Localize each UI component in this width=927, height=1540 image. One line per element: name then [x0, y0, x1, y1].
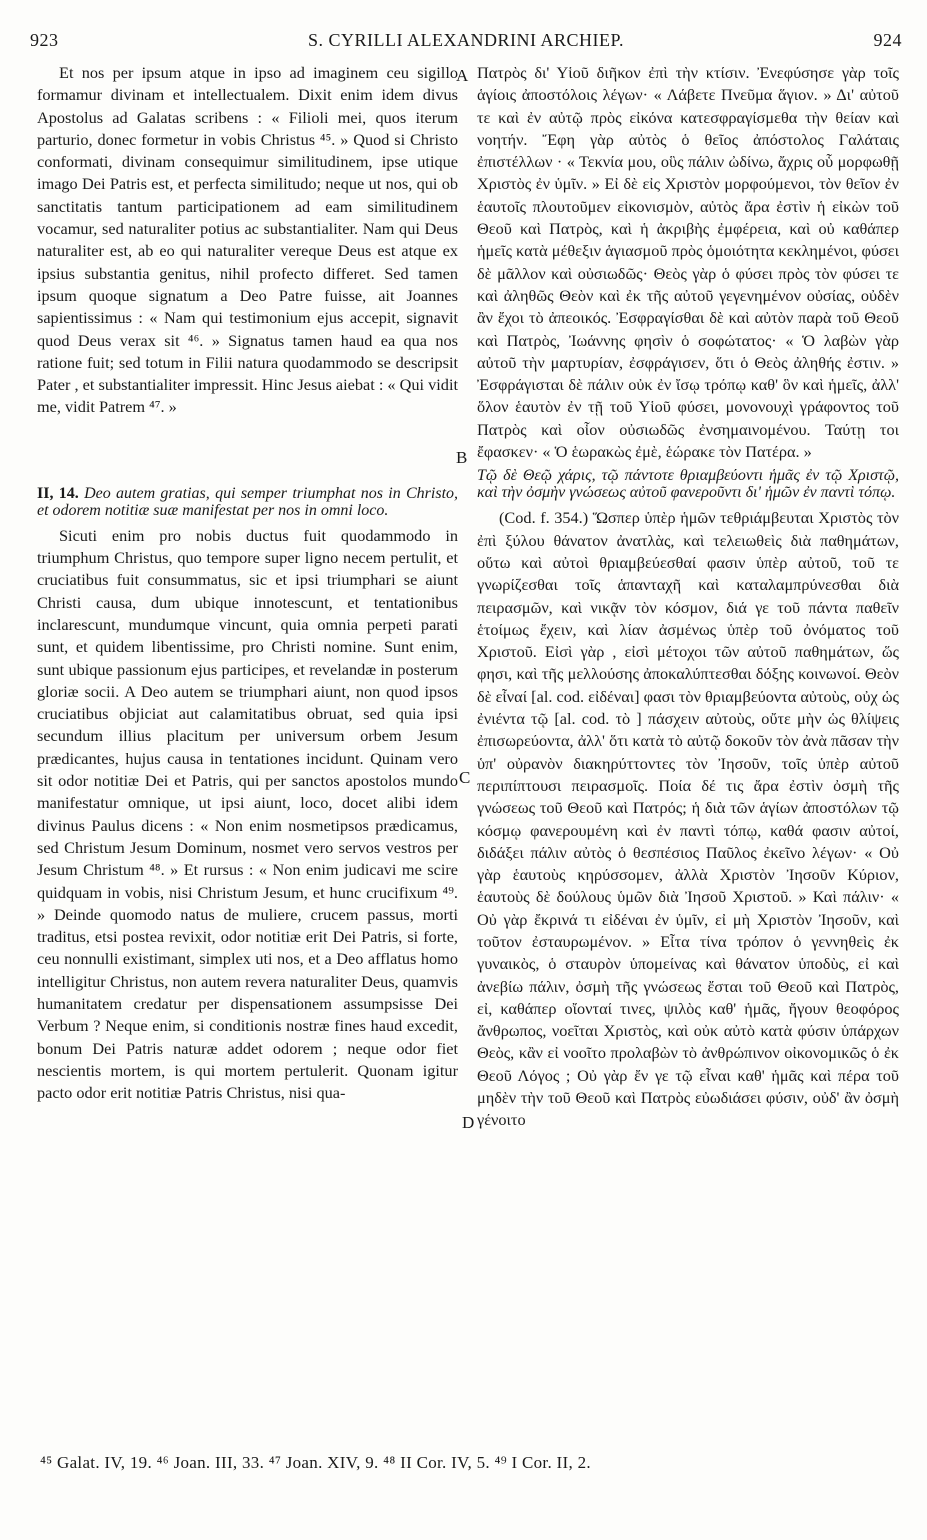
page-number-left: 923 [30, 30, 59, 50]
page-header [30, 30, 902, 58]
margin-marker-b: B [456, 448, 468, 467]
footnotes: ⁴⁵ Galat. IV, 19. ⁴⁶ Joan. III, 33. ⁴⁷ Joan. XIV, 9. ⁴⁸ II Cor. IV, 5. ⁴⁹ I Cor. II, 2. [40, 1453, 591, 1472]
latin-paragraph-2: Sicuti enim pro nobis ductus fuit quodammodo in triumphum Christus, quo tempore super ligno necem pertulit, et cruciatibus fuit consummatus, sic et ipsi triumphari se aiunt Christi causa, dum ubique innotescunt, et tentationibus inclarescunt, mundumque vincunt, quia omnia perpeti parati sunt, et quidem libentissime, pro Christi nomine. Sunt enim, sunt ubique passionum ejus participes, et revelandæ in posterum gloriæ socii. A Deo autem se triumphari aiunt, non quod ipsos cruciatibus objiciat aut calamitatibus obruat, sed quia ipsi secundum illius placitum per universum orbem Jesum prædicantes, hujus causa in tentationes incidunt. Quinam vero sit odor notitiæ Dei et Patris, qui per sanctos apostolos mundo manifestatur omnique, ut ipsi aiunt, loco, docet alibi idem divinus Paulus dicens : « Non enim nosmetipsos prædicamus, sed Christum Jesum Dominum, nosmet vero servos vestros per Jesum Christum ⁴⁸. » Et rursus : « Non enim judicavi me scire quidquam in vobis, nisi Christum Jesum, et hunc crucifixum ⁴⁹. » Deinde quomodo natus de muliere, crucem passus, morti traditus, etsi postea revixit, odor notitiæ erit Dei Patris, si forte, ceu nonnulli existimant, simplex uti nos, et a Deo afflatus homo intelligitur Christus, non autem revera naturaliter Deus, quamvis humanitatem credatur per dispensationem assumpsisse Dei Verbum ? Neque enim, si conditionis nostræ fines haud excedit, bonum Dei Patris naturæ addet odorem ; neque odor fiet nescientis mortem, is qui mortem pertulerit. Quonam igitur pacto odor erit notitiæ Patris Christus, nisi qua- [37, 525, 458, 1103]
margin-marker-c: C [459, 768, 471, 787]
running-title: S. CYRILLI ALEXANDRINI ARCHIEP. [307, 30, 624, 50]
latin-verse [37, 485, 458, 519]
page-number-right: 924 [873, 30, 902, 50]
margin-marker-a: A [456, 66, 469, 85]
greek-paragraph-2: (Cod. f. 354.) Ὥσπερ ὑπὲρ ἡμῶν τεθριάμβευται Χριστὸς τὸν ἐπὶ ξύλου θάνατον ἀνατλὰς, καὶ τελειωθεὶς διὰ παθημάτων, οὕτω καὶ αὐτοὶ θριαμβεύεσθαί φασιν ὑπὲρ αὐτοῦ, τοῦ τε γνωρίζεσθαι τοῖς ἁπανταχῆ καὶ καταλαμπρύνεσθαι διὰ πειρασμῶν, καὶ νικᾷν τὸν κόσμον, διά γε τοῦ πάντα παθεῖν ἑτοίμως ἔχειν, καὶ λίαν ἀσμένως ὑπὲρ τοῦ ὀνόματος τοῦ Χριστοῦ. Εἰσὶ γὰρ , εἰσὶ μέτοχοι τῶν αὐτοῦ παθημάτων, ὥς φησι, καὶ τῆς μελλούσης ἀποκαλύπτεσθαι δόξης κοινωνοί. Θεὸν δὲ εἶναί [al. cod. εἰδέναι] φασι τὸν θριαμβεύοντα αὐτοὺς, οὐχ ὡς ἐνιέντα τῷ [al. cod. τὸ ] πάσχειν αὐτοὺς, οὔτε μὴν ὡς θλίψεις ἐπισωρεύοντα, ἀλλ' ὅτι κατὰ τὸ αὐτῷ δοκοῦν τὸν ἀνὰ πᾶσαν τὴν ὑπ' οὐρανὸν διακηρύττοντες τὸν Ἰησοῦν, τοῖς ὑπὲρ αὐτοῦ περιπίπτουσι πειρασμοῖς. Ποία δέ τις ἄρα ἐστὶν ὀσμὴ τῆς γνώσεως τοῦ Θεοῦ καὶ Πατρός; ἡ διὰ τῶν ἁγίων ἀποστόλων τῷ κόσμῳ φανερουμένη καὶ ἐν παντὶ τόπῳ, καθά φασιν αὐτοί, διδάξει πάλιν αὐτὸς ὁ θεσπέσιος Παῦλος ἐκεῖνο λέγων· « Οὐ γὰρ ἑαυτοὺς κηρύσσομεν, ἀλλὰ Χριστὸν Ἰησοῦν Κύριον, ἑαυτοὺς δὲ δούλους ὑμῶν διὰ Ἰησοῦ Χριστοῦ. » Καὶ πάλιν· « Οὐ γὰρ ἔκρινά τι εἰδέναι ἐν ὑμῖν, εἰ μὴ Χριστὸν Ἰησοῦν, καὶ τοῦτον ἐσταυρωμένον. » Εἶτα τίνα τρόπον ὁ γεννηθεὶς ἐκ γυναικὸς, ὁ σταυρὸν ὑπομείνας καὶ θάνατον ὑποδὺς, εἰ καὶ ἀνεβίω πάλιν, ὀσμὴ τῆς γνώσεως ἔσται τοῦ Θεοῦ καὶ Πατρὸς, εἰ, καθάπερ οἴονταί τινες, ψιλὸς καθ' ἡμᾶς, ἤγουν θεοφόρος ἄνθρωπος, νοεῖται Χριστὸς, καὶ οὐκ αὐτὸ κατὰ φύσιν ὑπάρχων Θεὸς, κἂν εἰ νοοῖτο προλαβὼν τὸ ἀνθρώπινον οἰκονομικῶς ὁ ἐκ Θεοῦ Λόγος ; Οὐ γὰρ ἔν γε τῷ εἶναι καθ' ἡμᾶς καὶ πέρα τοῦ μηδὲν τὴν τοῦ Θεοῦ καὶ Πατρὸς εὐωδιάσει φύσιν, οὐδ' ἂν ὀσμὴ γένοιτο [477, 508, 899, 1130]
latin-verse-text: Deo autem gratias, qui semper triumphat nos in Christo, et odorem notitiæ suæ manifestat per nos in omni loco. [37, 484, 459, 519]
latin-paragraph-1: Et nos per ipsum atque in ipso ad imaginem ceu sigillo formamur divinam et intellectualem. Dixit enim idem divus Apostolus ad Galatas scribens : « Filioli mei, quos iterum parturio, donec formetur in vobis Christus ⁴⁵. » Quod si Christo conformati, divinam consequimur similitudinem, ipse utique imago Dei Patris est, et perfecta similitudo; neque ut nos, qui ob sanctitatis tantum participationem ad eam similitudinem vocamur, sed naturaliter potius ac substantialiter. Nam qui Deus naturaliter est, ab eo qui naturaliter vereque Deus est atque ex ipsius substantia genitus, nihil profecto differet. Sed tamen ipsum quoque signatum a Deo Patre fuisse, ait Joannes sapientissimus : « Nam qui testimonium ejus accepit, signavit quod Deus verax sit ⁴⁶. » Signatus tamen haud ea qua nos ratione fuit; sed totum in Filii natura quodammodo se descripsit Pater , et substantialiter impressit. Hinc Jesus aiebat : « Qui vidit me, vidit Patrem ⁴⁷. » [37, 63, 458, 417]
greek-paragraph-1: Πατρὸς δι' Υἱοῦ διῆκον ἐπὶ τὴν κτίσιν. Ἐνεφύσησε γὰρ τοῖς ἁγίοις ἀποστόλοις λέγων· « Λάβετε Πνεῦμα ἅγιον. » Δι' αὐτοῦ τε καὶ ἐν αὐτῷ πρὸς εἰκόνα κατεσφραγίσμεθα τὴν θείαν καὶ νοητήν. Ἔφη γὰρ αὐτὸς ὁ θεῖος ἀπόστολος Γαλάταις ἐπιστέλλων · « Τεκνία μου, οὓς πάλιν ὠδίνω, ἄχρις οὗ μορφωθῇ Χριστὸς ἐν ὑμῖν. » Εἰ δὲ εἰς Χριστὸν μορφούμενοι, τὸν θεῖον ἐν ἑαυτοῖς πλουτοῦμεν εἰκονισμὸν, αὐτὸς ἄρα ἐστὶν ἡ εἰκὼν τοῦ Θεοῦ καὶ Πατρὸς, καὶ ἡ ἀκριβὴς ἐμφέρεια, καὶ οὐ καθάπερ ἡμεῖς κατὰ μέθεξιν ἁγιασμοῦ πρὸς ὁμοιότητα κεκλημένοι, φύσει δὲ μᾶλλον καὶ οὐσιωδῶς· Θεὸς γὰρ ὁ φύσει πρὸς τὸν φύσει τε καὶ ἀληθῶς Θεὸν καὶ ἐκ τῆς αὐτοῦ γεγενημένον οὐσίας, οὐδὲν ἂν ἔχοι τὸ ἀπεοικός. Ἐσφραγίσθαι δὲ καὶ αὐτὸν παρὰ τοῦ Θεοῦ καὶ Πατρὸς, Ἰωάννης φησὶν ὁ σοφώτατος· « Ὁ λαβὼν γὰρ αὐτοῦ τὴν μαρτυρίαν, ἐσφράγισεν, ὅτι ὁ Θεὸς ἀληθής ἐστιν. » Ἐσφράγισται δὲ πάλιν οὐκ ἐν ἴσῳ τρόπῳ καθ' ὃν καὶ ἡμεῖς, ἀλλ' ὅλον ἑαυτὸν ἐν τῇ τοῦ Υἱοῦ φύσει, μονονουχὶ γράφοντος τοῦ Πατρὸς καὶ οἷον οὐσιωδῶς ἐνσημαινομένου. Ταύτῃ τοι ἔφασκεν· « Ὁ ἑωρακὼς ἐμὲ, ἑώρακε τὸν Πατέρα. » [477, 63, 899, 462]
verse-reference: II, 14. [37, 484, 79, 502]
margin-marker-d: D [462, 1113, 475, 1132]
latin-column [37, 62, 458, 1104]
greek-verse: Τῷ δὲ Θεῷ χάρις, τῷ πάντοτε θριαμβεύοντι ἡμᾶς ἐν τῷ Χριστῷ, καὶ τὴν ὀσμὴν γνώσεως αὐτοῦ φανεροῦντι δι' ἡμῶν ἐν παντὶ τόπῳ. [477, 467, 899, 502]
greek-column [477, 62, 899, 1132]
